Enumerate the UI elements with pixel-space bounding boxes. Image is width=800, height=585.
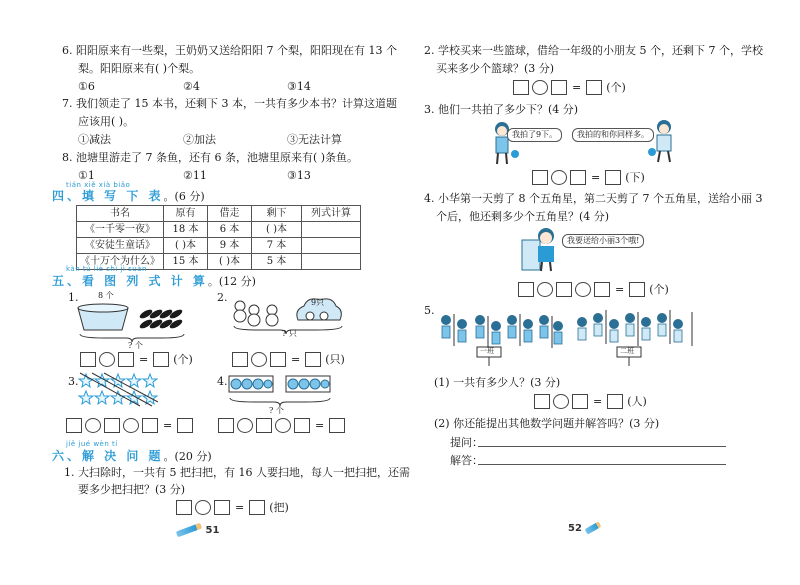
table-cell: 18 本 <box>164 222 208 238</box>
q3-formula: = (下) <box>532 170 645 185</box>
q6-text-line1: 6. 阳阳原来有一些梨，王奶奶又送给阳阳 7 个梨，阳阳现在有 13 个 <box>62 44 397 57</box>
q5-sign-left: 一班 <box>480 347 494 355</box>
p4-number: 4. <box>217 375 228 388</box>
section5-pinyin: kàn tú liè shì jì suàn <box>66 265 147 273</box>
ask-answer-line[interactable] <box>478 446 726 447</box>
table-cell: 6 本 <box>208 222 252 238</box>
q2-text-line2: 买来多少个篮球？(3 分) <box>436 62 555 75</box>
operator-circle[interactable] <box>251 352 267 367</box>
table-cell: 《一千零一夜》 <box>77 222 164 238</box>
table-row <box>77 238 361 254</box>
q4-text-line2: 个后，他还剩多少个五角星？(4 分) <box>436 210 610 223</box>
pencil-icon <box>176 523 202 538</box>
q4-unit: (个) <box>649 283 669 296</box>
section5-points: 。(12 分) <box>207 275 256 288</box>
q7-text-line1: 7. 我们领走了 15 本书，还剩下 3 本，一共有多少本书？计算这道题 <box>62 97 397 110</box>
p1-unit: (个) <box>173 353 193 366</box>
q3-boy-illustration <box>644 118 684 166</box>
answer-box[interactable] <box>329 418 345 433</box>
answer-box[interactable] <box>532 170 548 185</box>
answer-box[interactable] <box>218 418 234 433</box>
q1-text-line2: 要多少把扫把？(3 分) <box>78 483 186 496</box>
p1-bottom-label: ? 个 <box>128 341 143 350</box>
section4-pinyin: tián xiě xià biǎo <box>66 181 131 189</box>
operator-circle[interactable] <box>575 282 591 297</box>
page-number: 51 <box>205 525 220 536</box>
table-cell: 15 本 <box>164 254 208 270</box>
operator-circle[interactable] <box>551 170 567 185</box>
q5-sub1-unit: (人) <box>627 395 647 408</box>
q4-boy-illustration <box>520 226 564 272</box>
operator-circle[interactable] <box>195 500 211 515</box>
table-cell-input[interactable]: ( )本 <box>208 254 252 270</box>
table-cell: 5 本 <box>252 254 302 270</box>
q6-text-line2: 梨。阳阳原来有( )个梨。 <box>78 62 201 75</box>
table-header-cell: 书名 <box>77 206 164 222</box>
table-header-cell: 剩下 <box>252 206 302 222</box>
answer-box[interactable] <box>270 352 286 367</box>
operator-circle[interactable] <box>237 418 253 433</box>
q4-formula: = (个) <box>518 282 669 297</box>
answer-box[interactable] <box>551 80 567 95</box>
section5-title: 五、看 图 列 式 计 算 <box>52 274 208 288</box>
p4-formula: = <box>218 418 345 433</box>
q8-option-3[interactable]: ③13 <box>287 169 311 182</box>
answer-box[interactable] <box>605 170 621 185</box>
q6-option-3[interactable]: ③14 <box>287 80 311 93</box>
answer-box[interactable] <box>104 418 120 433</box>
answer-box[interactable] <box>572 394 588 409</box>
section5-heading <box>52 275 256 287</box>
p3-number: 3. <box>68 375 79 388</box>
p2-cloud-label: 9只 <box>311 298 325 307</box>
answer-box[interactable] <box>513 80 529 95</box>
answer-box[interactable] <box>534 394 550 409</box>
q6-option-1[interactable]: ①6 <box>78 80 95 93</box>
table-cell: 7 本 <box>252 238 302 254</box>
operator-circle[interactable] <box>85 418 101 433</box>
answer-box[interactable] <box>570 170 586 185</box>
answer-box[interactable] <box>142 418 158 433</box>
answer-box[interactable] <box>305 352 321 367</box>
section4-points: 。(6 分) <box>163 190 205 203</box>
section6-pinyin: jiě jué wèn tí <box>66 440 118 448</box>
q7-option-1[interactable]: ①减法 <box>78 133 111 146</box>
answer-box[interactable] <box>594 282 610 297</box>
p2-bottom-label: ? 只 <box>282 329 297 338</box>
operator-circle[interactable] <box>99 352 115 367</box>
p2-formula: = (只) <box>232 352 345 367</box>
answer-box[interactable] <box>176 500 192 515</box>
p3-formula: = <box>66 418 193 433</box>
table-cell: 9 本 <box>208 238 252 254</box>
section6-title: 六、解 决 问 题 <box>52 449 164 463</box>
section4-title: 四、填 写 下 表 <box>52 189 164 203</box>
answer-line[interactable] <box>478 464 726 465</box>
q2-text-line1: 2. 学校买来一些篮球，借给一年级的小朋友 5 个，还剩下 7 个，学校 <box>424 44 763 57</box>
ask-label: 提问： <box>450 436 483 449</box>
q4-text-line1: 4. 小华第一天剪了 8 个五角星，第二天剪了 7 个五角星，送给小丽 3 <box>424 192 763 205</box>
table-cell: 《安徒生童话》 <box>77 238 164 254</box>
q3-text: 3. 他们一共拍了多少下？(4 分) <box>424 103 579 116</box>
table-header-row <box>77 206 361 222</box>
table-cell-input[interactable]: ( )本 <box>252 222 302 238</box>
table-cell: 《十万个为什么》 <box>77 254 164 270</box>
answer-box[interactable] <box>249 500 265 515</box>
q5-sign-right: 二班 <box>620 347 634 355</box>
operator-circle[interactable] <box>537 282 553 297</box>
q1-unit: (把) <box>269 501 289 514</box>
p3-stars-illustration <box>78 372 158 408</box>
p1-formula: = (个) <box>80 352 193 367</box>
operator-circle[interactable] <box>553 394 569 409</box>
answer-box[interactable] <box>607 394 623 409</box>
q3-speech-bubble-right: 我拍的和你同样多。 <box>572 128 654 142</box>
page-number-right-wrap <box>568 522 601 534</box>
q8-option-2[interactable]: ②11 <box>183 169 207 182</box>
p1-number: 1. <box>68 291 79 304</box>
q3-speech-bubble-left: 我拍了9下。 <box>507 128 562 142</box>
q5-number: 5. <box>424 304 435 317</box>
p4-bottom-label: ? 个 <box>269 406 284 415</box>
page-number-left-wrap <box>176 524 219 536</box>
q5-sub2: (2) 你还能提出其他数学问题并解答吗？(3 分) <box>434 417 660 430</box>
answer-box[interactable] <box>294 418 310 433</box>
answer-box[interactable] <box>66 418 82 433</box>
answer-label: 解答： <box>450 454 483 467</box>
q1-text-line1: 1. 大扫除时，一共有 5 把扫把，有 16 人要扫地，每人一把扫把，还需 <box>64 466 410 479</box>
table-cell-input[interactable] <box>302 238 361 254</box>
section6-heading <box>52 450 212 462</box>
operator-circle[interactable] <box>275 418 291 433</box>
answer-box[interactable] <box>214 500 230 515</box>
pencil-icon <box>585 521 602 534</box>
operator-circle[interactable] <box>123 418 139 433</box>
q7-text-line2: 应该用( )。 <box>78 115 135 128</box>
answer-box[interactable] <box>629 282 645 297</box>
table-row <box>77 222 361 238</box>
page-number: 52 <box>568 523 582 534</box>
answer-box[interactable] <box>518 282 534 297</box>
answer-box[interactable] <box>177 418 193 433</box>
q7-option-3[interactable]: ③无法计算 <box>287 133 342 146</box>
answer-box[interactable] <box>80 352 96 367</box>
answer-box[interactable] <box>586 80 602 95</box>
answer-box[interactable] <box>556 282 572 297</box>
q5-sub1-formula: = (人) <box>534 394 647 409</box>
p2-number: 2. <box>217 291 228 304</box>
answer-box[interactable] <box>232 352 248 367</box>
p1-top-label: 8 个 <box>98 291 114 300</box>
books-table <box>76 205 361 270</box>
section4-heading <box>52 190 205 202</box>
table-header-cell: 借走 <box>208 206 252 222</box>
table-cell-input[interactable] <box>302 222 361 238</box>
table-cell-input[interactable] <box>302 254 361 270</box>
operator-circle[interactable] <box>532 80 548 95</box>
table-header-cell: 原有 <box>164 206 208 222</box>
answer-box[interactable] <box>256 418 272 433</box>
q2-unit: (个) <box>606 81 626 94</box>
q8-text: 8. 池塘里游走了 7 条鱼，还有 6 条，池塘里原来有( )条鱼。 <box>62 151 359 164</box>
q5-sub1: (1) 一共有多少人？(3 分) <box>434 376 561 389</box>
q7-option-2[interactable]: ②加法 <box>183 133 216 146</box>
q8-option-1[interactable]: ①1 <box>78 169 95 182</box>
q4-speech-bubble: 我要送给小丽3个哦! <box>562 234 644 248</box>
q3-unit: (下) <box>625 171 645 184</box>
table-header-cell: 列式计算 <box>302 206 361 222</box>
q2-formula: = (个) <box>513 80 626 95</box>
answer-box[interactable] <box>153 352 169 367</box>
section6-points: 。(20 分) <box>163 450 212 463</box>
q1-formula: = (把) <box>176 500 289 515</box>
table-cell-input[interactable]: ( )本 <box>164 238 208 254</box>
q6-option-2[interactable]: ②4 <box>183 80 200 93</box>
p2-unit: (只) <box>325 353 345 366</box>
answer-box[interactable] <box>118 352 134 367</box>
right-page <box>400 0 800 585</box>
